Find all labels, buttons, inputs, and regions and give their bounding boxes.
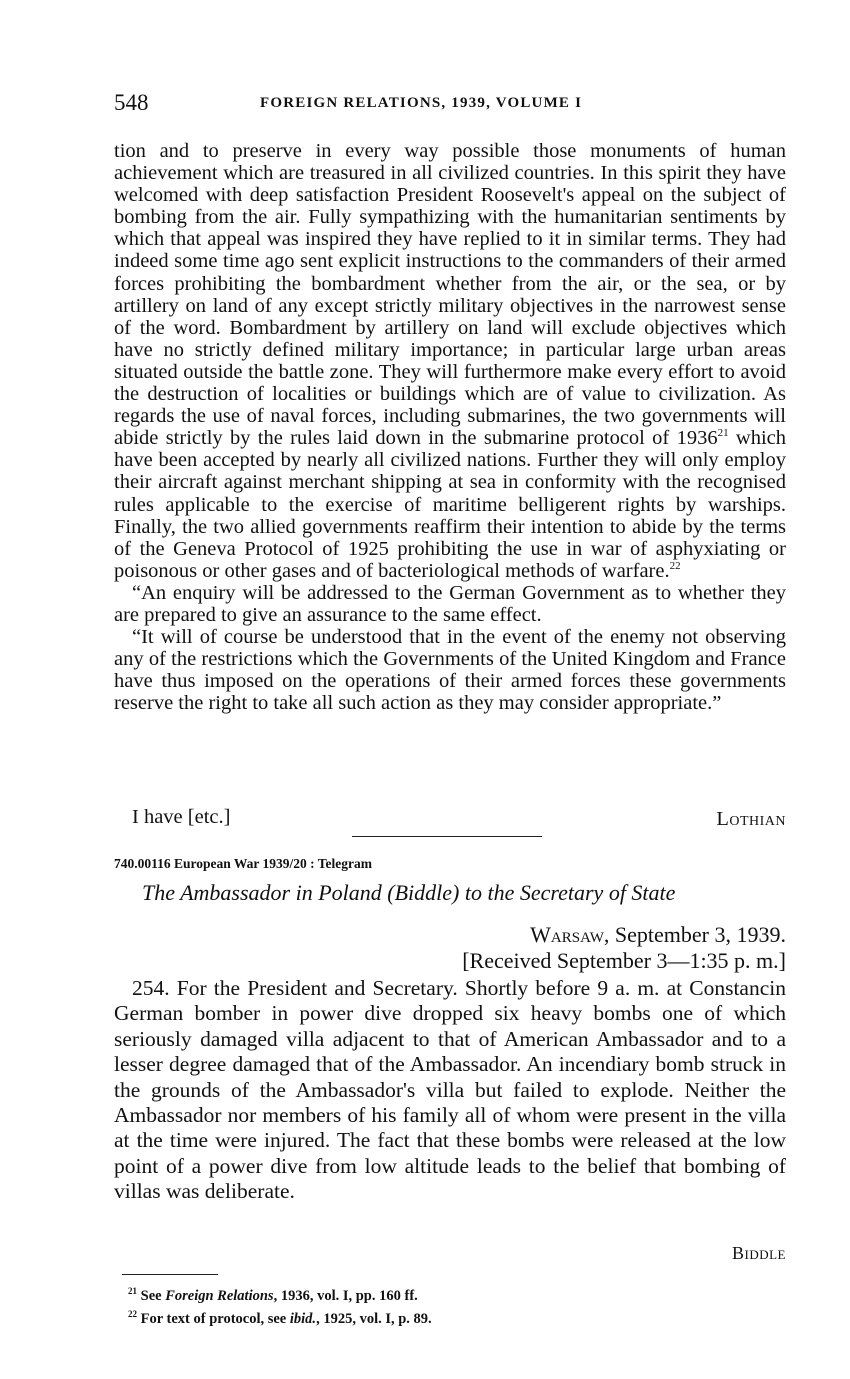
page-number: 548 [114,90,149,115]
letter-body [114,140,786,714]
running-title: FOREIGN RELATIONS, 1939, VOLUME I [260,95,583,111]
footnote-ref-21[interactable]: 21 [717,427,729,440]
received-line: [Received September 3—1:35 p. m.] [462,948,786,973]
footnote-divider [122,1274,218,1275]
dateline-date: , September 3, 1939. [603,922,786,947]
file-reference: 740.00116 European War 1939/20 : Telegram [114,856,373,871]
signer-biddle: Biddle [732,1243,786,1263]
page-header [114,90,786,120]
letter-paragraph-3: “It will of course be understood that in the event of the enemy not observing any of the restrictions which the Governments of the United Kingdom and France have thus imposed on the operations of their armed forces these governments reserve the right to take all such action as they may consider appropriate.” [114,626,786,715]
section-divider [352,836,542,837]
dateline [530,922,786,948]
telegram-body [114,976,786,1205]
signer-lothian: Lothian [716,808,786,830]
footnote-22: $^{22}$ For text of protocol, see ibid., 1925, vol. I, p. 89. [128,1308,432,1327]
dateline-place: Warsaw [530,922,604,947]
footnote-ref-22[interactable]: 22 [669,559,681,572]
letter-paragraph-1: tion and to preserve in every way possible those monuments of human achievement which are treasured in all civilized countries. In this spirit they have welcomed with deep satisfaction President Roosevelt's appeal on the subject of bombing from the air. Fully sympathizing with the humanitarian sentiments by which that appeal was inspired they have replied to it in similar terms. They had indeed some time ago sent explicit instructions to the commanders of their armed forces prohibiting the bombardment whether from the air, or the sea, or by artillery on land of any except strictly military objectives in the narrowest sense of the word. Bombardment by artillery on land will exclude objectives which have no strictly defined military importance; in particular large urban areas situated outside the battle zone. They will furthermore make every effort to avoid the destruction of localities or buildings which are of value to civilization. As regards the use of naval forces, including submarines, the two governments will abide strictly by the rules laid down in the submarine protocol of 1936$^{21}$ which have been accepted by nearly all civilized nations. Further they will only employ their aircraft against merchant shipping at sea in conformity with the recognised rules applicable to the exercise of maritime belligerent rights by warships. Finally, the two allied governments reaffirm their intention to abide by the terms of the Geneva Protocol of 1925 prohibiting the use in war of asphyxiating or poisonous or other gases and of bacteriological methods of warfare.$^{22}$ [114,140,786,582]
letter-paragraph-2: “An enquiry will be addressed to the German Government as to whether they are prepared to give an assurance to the same effect. [114,581,786,626]
closing-text: I have [etc.] [132,806,231,828]
letter-signoff [132,806,786,829]
telegram-paragraph: 254. For the President and Secretary. Shortly before 9 a. m. at Constancin German bomber in power dive dropped six heavy bombs one of which seriously damaged villa adjacent to that of American Ambassador and to a lesser degree damaged that of the Ambassador. An incendiary bomb struck in the grounds of the Ambassador's villa but failed to explode. Neither the Ambassador nor members of his family all of whom were present in the villa at the time were injured. The fact that these bombs were released at the low point of a power dive from low altitude leads to the belief that bombing of villas was deliberate. [114,976,786,1204]
footnote-21: $^{21}$ See Foreign Relations, 1936, vol. I, pp. 160 ff. [128,1286,418,1304]
document-title: The Ambassador in Poland (Biddle) to the Secretary of State [142,880,676,905]
footnotes [128,1282,432,1328]
